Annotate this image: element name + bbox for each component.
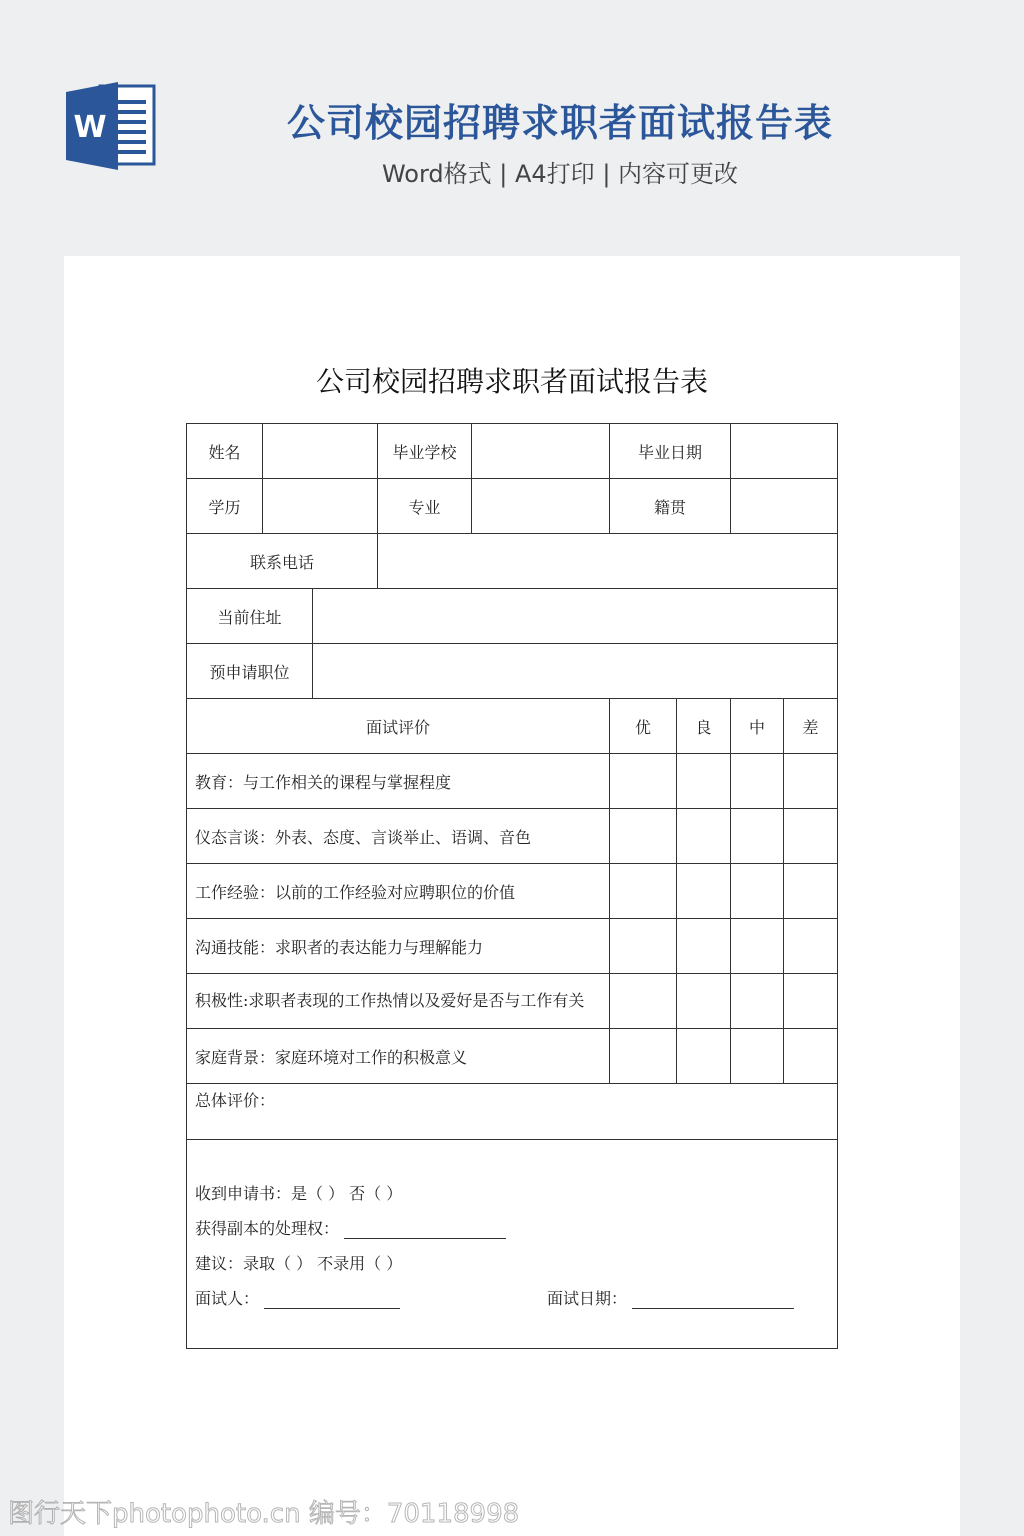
input-phone[interactable]: [378, 534, 838, 589]
criteria-label: 仪态言谈：外表、态度、言谈举止、语调、音色: [187, 809, 610, 864]
grade-cell[interactable]: [677, 864, 731, 919]
label-phone: 联系电话: [187, 534, 378, 589]
suggestion-line[interactable]: 建议：录取（ ） 不录用（ ）: [195, 1254, 403, 1273]
interviewer-blank[interactable]: [264, 1290, 400, 1309]
criteria-label: 家庭背景：家庭环境对工作的积极意义: [187, 1029, 610, 1084]
input-position[interactable]: [313, 644, 838, 699]
grade-excellent: 优: [610, 699, 677, 754]
word-logo-letter: W: [73, 110, 107, 145]
label-name: 姓名: [187, 424, 263, 479]
grade-cell[interactable]: [784, 974, 838, 1029]
criteria-row: [187, 974, 838, 1029]
criteria-label: 积极性:求职者表现的工作热情以及爱好是否与工作有关: [187, 974, 610, 1029]
grade-cell[interactable]: [784, 864, 838, 919]
label-grad-date: 毕业日期: [610, 424, 731, 479]
label-position: 预申请职位: [187, 644, 313, 699]
grade-cell[interactable]: [731, 754, 784, 809]
interview-date-group: [547, 1281, 794, 1316]
evaluation-header-row: [187, 699, 838, 754]
promo-subtitle: Word格式 | A4打印 | 内容可更改: [381, 160, 739, 188]
document-page: [64, 256, 960, 1536]
promo-header: [0, 0, 1024, 240]
criteria-row: [187, 919, 838, 974]
grade-cell[interactable]: [677, 1029, 731, 1084]
grade-cell[interactable]: [784, 754, 838, 809]
label-major: 专业: [378, 479, 472, 534]
input-address[interactable]: [313, 589, 838, 644]
watermark-text: 图行天下photophoto.cn 编号：70118998: [8, 1499, 520, 1529]
copy-rights-line[interactable]: [195, 1211, 829, 1246]
grade-average: 中: [731, 699, 784, 754]
input-grad-date[interactable]: [731, 424, 838, 479]
form-row-position: [187, 644, 838, 699]
label-address: 当前住址: [187, 589, 313, 644]
overall-label: 总体评价：: [195, 1091, 276, 1110]
criteria-label: 沟通技能：求职者的表达能力与理解能力: [187, 919, 610, 974]
form-row-phone: [187, 534, 838, 589]
interview-date-blank[interactable]: [632, 1290, 794, 1309]
promo-title: 公司校园招聘求职者面试报告表: [286, 101, 833, 145]
copy-rights-label: 获得副本的处理权：: [195, 1219, 340, 1238]
grade-poor: 差: [784, 699, 838, 754]
criteria-row: [187, 1029, 838, 1084]
criteria-label: 教育：与工作相关的课程与掌握程度: [187, 754, 610, 809]
grade-cell[interactable]: [731, 1029, 784, 1084]
evaluation-header: 面试评价: [187, 699, 610, 754]
input-school[interactable]: [472, 424, 610, 479]
input-hometown[interactable]: [731, 479, 838, 534]
footer-section: [187, 1140, 838, 1349]
grade-cell[interactable]: [610, 974, 677, 1029]
label-hometown: 籍贯: [610, 479, 731, 534]
grade-cell[interactable]: [677, 919, 731, 974]
grade-cell[interactable]: [677, 809, 731, 864]
footer-row: [187, 1140, 838, 1349]
grade-cell[interactable]: [784, 809, 838, 864]
grade-good: 良: [677, 699, 731, 754]
grade-cell[interactable]: [677, 754, 731, 809]
interviewer-label: 面试人：: [195, 1289, 260, 1308]
input-name[interactable]: [263, 424, 378, 479]
received-application-line[interactable]: 收到申请书：是（ ） 否（ ）: [195, 1184, 403, 1203]
form-row-address: [187, 589, 838, 644]
criteria-label: 工作经验：以前的工作经验对应聘职位的价值: [187, 864, 610, 919]
interview-date-label: 面试日期：: [547, 1289, 628, 1308]
grade-cell[interactable]: [610, 1029, 677, 1084]
grade-cell[interactable]: [610, 864, 677, 919]
grade-cell[interactable]: [731, 809, 784, 864]
form-row-basic-2: [187, 479, 838, 534]
word-file-icon: [64, 80, 156, 172]
criteria-row: [187, 754, 838, 809]
form-row-basic-1: [187, 424, 838, 479]
grade-cell[interactable]: [610, 754, 677, 809]
grade-cell[interactable]: [610, 809, 677, 864]
interview-form-table: [186, 423, 838, 1349]
grade-cell[interactable]: [610, 919, 677, 974]
grade-cell[interactable]: [731, 974, 784, 1029]
overall-row: [187, 1084, 838, 1140]
grade-cell[interactable]: [784, 1029, 838, 1084]
copy-rights-blank[interactable]: [344, 1220, 506, 1239]
grade-cell[interactable]: [677, 974, 731, 1029]
label-education: 学历: [187, 479, 263, 534]
document-title: 公司校园招聘求职者面试报告表: [315, 365, 708, 398]
grade-cell[interactable]: [731, 864, 784, 919]
label-school: 毕业学校: [378, 424, 472, 479]
criteria-row: [187, 864, 838, 919]
grade-cell[interactable]: [784, 919, 838, 974]
signature-line: [195, 1281, 829, 1316]
input-major[interactable]: [472, 479, 610, 534]
input-education[interactable]: [263, 479, 378, 534]
grade-cell[interactable]: [731, 919, 784, 974]
overall-evaluation-field[interactable]: [187, 1084, 838, 1140]
criteria-row: [187, 809, 838, 864]
